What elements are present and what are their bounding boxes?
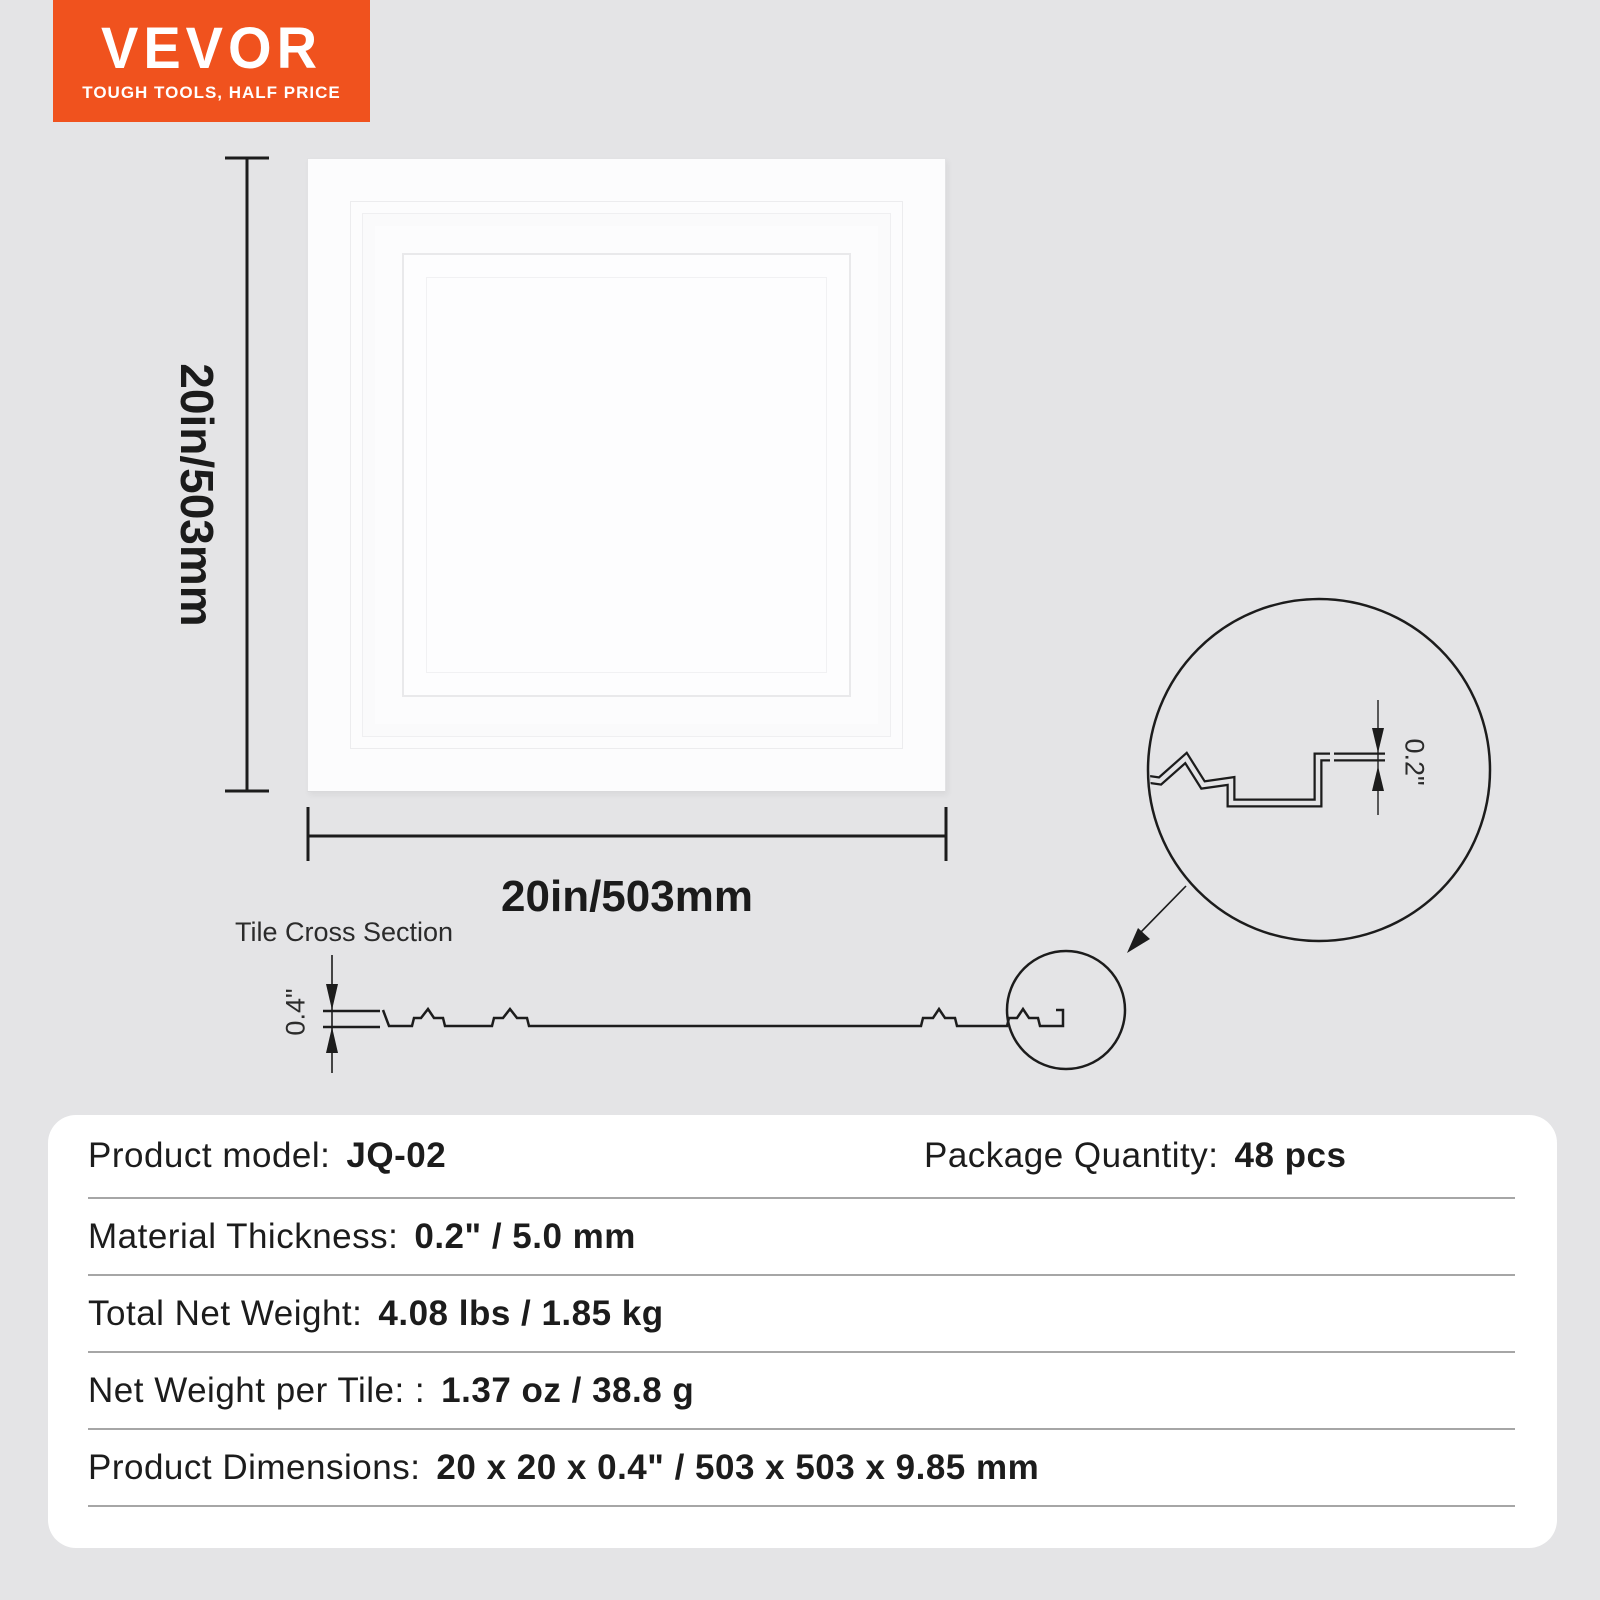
tile-inner-frame-line xyxy=(402,253,851,697)
spec-value: 0.2" / 5.0 mm xyxy=(414,1216,636,1256)
spec-label: Product Dimensions: xyxy=(88,1447,421,1487)
spec-value: 1.37 oz / 38.8 g xyxy=(441,1370,695,1410)
detail-thickness-dimension xyxy=(1372,700,1384,815)
ceiling-tile-image xyxy=(307,158,946,792)
spec-value: 20 x 20 x 0.4" / 503 x 503 x 9.85 mm xyxy=(436,1447,1040,1487)
magnifier-circle xyxy=(1148,599,1490,941)
brand-name: VEVOR xyxy=(100,14,323,80)
spec-value: 4.08 lbs / 1.85 kg xyxy=(378,1293,664,1333)
spec-row-model-quantity xyxy=(88,1115,1515,1199)
spec-pair-quantity xyxy=(924,1115,1346,1197)
tile-raised-frame-band xyxy=(363,214,890,736)
brand-tagline: TOUGH TOOLS, HALF PRICE xyxy=(82,82,341,102)
spec-label: Total Net Weight: xyxy=(88,1293,363,1333)
detail-thickness-label: 0.2" xyxy=(1399,738,1430,786)
spec-label: Material Thickness: xyxy=(88,1216,399,1256)
cross-section-profile xyxy=(323,1009,1063,1027)
width-dimension-label: 20in/503mm xyxy=(501,872,753,921)
magnified-profile xyxy=(1146,757,1385,803)
tile-outer-frame-line xyxy=(350,201,903,749)
spec-row-total-weight xyxy=(88,1276,1515,1353)
height-dimension-line xyxy=(225,158,269,791)
brand-logo xyxy=(53,0,370,122)
cross-section-title: Tile Cross Section xyxy=(235,917,454,947)
tile-inner-panel-outline xyxy=(426,277,827,673)
height-dimension-label: 20in/503mm xyxy=(171,363,223,627)
detail-source-circle xyxy=(1007,951,1125,1069)
spec-pair-model xyxy=(88,1136,446,1176)
spec-row-thickness xyxy=(88,1199,1515,1276)
spec-row-dimensions xyxy=(88,1430,1515,1507)
width-dimension-line xyxy=(308,807,946,861)
thickness-dimension-label: 0.4" xyxy=(280,988,311,1036)
spec-table xyxy=(48,1115,1557,1548)
thickness-dimension xyxy=(326,955,338,1073)
spec-label: Product model: xyxy=(88,1136,331,1175)
spec-label: Package Quantity: xyxy=(924,1136,1219,1175)
spec-label: Net Weight per Tile: : xyxy=(88,1370,426,1410)
leader-arrow xyxy=(1127,886,1186,953)
spec-row-tile-weight xyxy=(88,1353,1515,1430)
spec-value: 48 pcs xyxy=(1234,1136,1347,1175)
spec-value: JQ-02 xyxy=(346,1136,447,1175)
